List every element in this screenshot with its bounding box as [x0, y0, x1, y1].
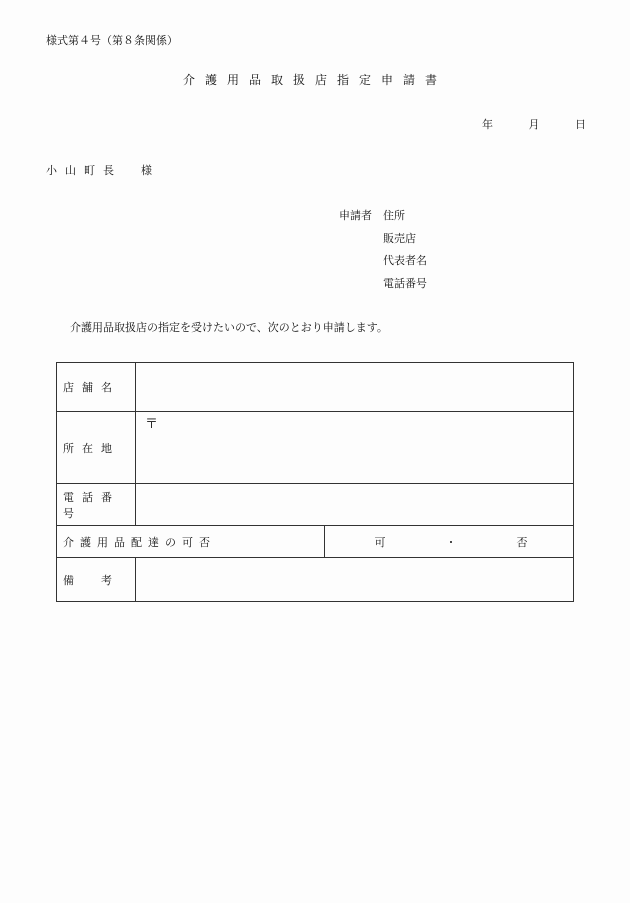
addressee: 小山町長 様	[46, 164, 160, 177]
remarks-label: 備 考	[57, 558, 136, 602]
location-label: 所在地	[57, 412, 136, 484]
delivery-separator: ・	[445, 535, 459, 549]
applicant-representative-label: 代表者名	[383, 254, 427, 267]
delivery-yes-option[interactable]: 可	[374, 535, 388, 549]
applicant-address-label: 住所	[383, 209, 405, 222]
location-field[interactable]	[136, 412, 574, 484]
table-row	[57, 412, 574, 484]
remarks-field[interactable]	[136, 558, 574, 602]
date-year-label: 年	[482, 118, 493, 131]
table-row	[57, 363, 574, 412]
form-number: 様式第４号（第８条関係）	[46, 34, 178, 47]
applicant-label: 申請者	[339, 209, 372, 222]
applicant-shop-label: 販売店	[383, 232, 416, 245]
store-name-field[interactable]	[136, 363, 574, 412]
date-day-label: 日	[575, 118, 586, 131]
body-text: 介護用品取扱店の指定を受けたいので、次のとおり申請します。	[70, 321, 388, 334]
phone-label: 電話番号	[57, 484, 136, 526]
store-name-label: 店舗名	[57, 363, 136, 412]
delivery-label: 介護用品配達の可否	[57, 526, 325, 558]
applicant-phone-label: 電話番号	[383, 277, 427, 290]
date-month-label: 月	[528, 118, 540, 131]
delivery-choice[interactable]	[325, 526, 574, 558]
postal-mark: 〒	[145, 417, 159, 432]
phone-field[interactable]	[136, 484, 574, 526]
table-row	[57, 484, 574, 526]
delivery-no-option[interactable]: 否	[516, 535, 530, 549]
application-table	[56, 362, 574, 602]
table-row	[57, 526, 574, 558]
page-title: 介護用品取扱店指定申請書	[182, 73, 447, 87]
table-row	[57, 558, 574, 602]
date-line	[482, 116, 586, 132]
